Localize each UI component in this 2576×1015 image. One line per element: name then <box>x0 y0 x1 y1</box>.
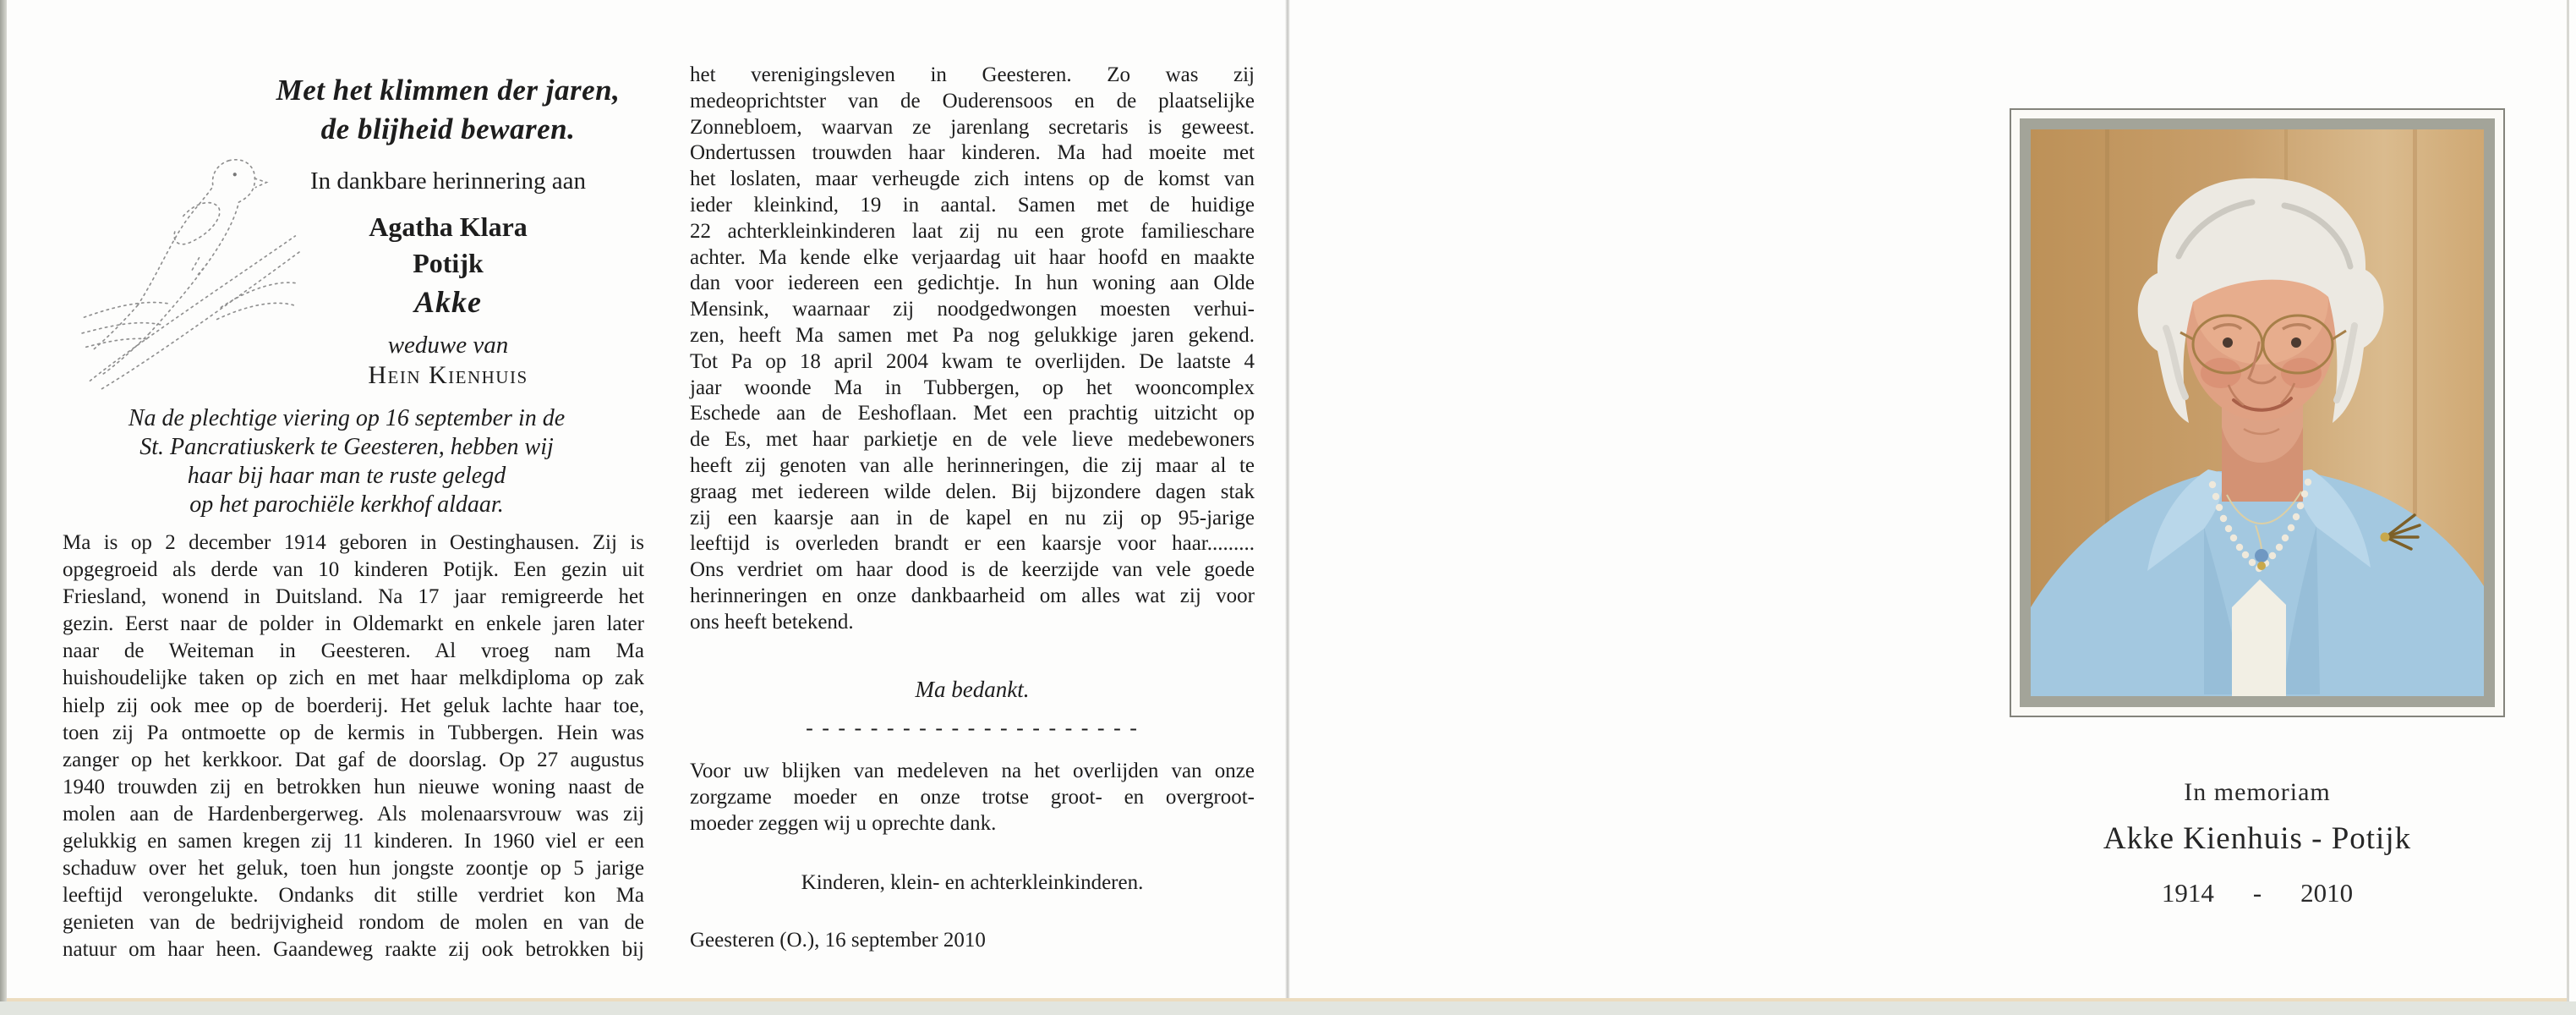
deceased-name-line-2: Potijk <box>413 248 484 278</box>
text-line: Voor uw blijken van medeleven na het overlijden van onze <box>690 760 1255 782</box>
text-line: zen, heeft Ma samen met Pa nog gelukkige jaren gekend. <box>690 323 1255 347</box>
text-line: naar de Weiteman in Geesteren. Al vroeg nam Ma <box>63 639 644 663</box>
memorial-name: Akke Kienhuis - Potijk <box>2103 821 2412 856</box>
text-line: schaduw over het geluk, toen hun jongste zoontje op 5 jarige <box>63 857 644 881</box>
text-line: Mensink, waarnaar zij noodgedwongen moesten verhui- <box>690 298 1255 321</box>
acknowledgement-paragraph <box>690 758 1255 837</box>
portrait-frame <box>2010 108 2505 717</box>
memorial-years <box>2004 878 2511 908</box>
deceased-nickname: Akke <box>414 285 482 319</box>
text-line: achter. Ma kende elke verjaardag uit haar hoofd en maakte <box>690 245 1255 269</box>
text-line: leeftijd verongelukte. Ondanks dit stille verdriet kon Ma <box>63 884 644 908</box>
service-line: haar bij haar man te ruste gelegd <box>187 463 506 489</box>
years-separator: - <box>2252 878 2262 908</box>
scan-edge-right <box>2567 0 2569 1001</box>
text-line: Zonnebloem, waarvan ze jarenlang secretaris is geweest. <box>690 115 1255 139</box>
text-line: graag met iedereen wilde delen. Bij bijzondere dagen stak <box>690 480 1255 503</box>
text-line: het loslaten, maar verheugde zich intens op de komst van <box>690 167 1255 191</box>
text-line: zij een kaarsje aan in de kapel en nu zij op 95-jarige <box>690 506 1255 529</box>
text-line: 1940 trouwden zij en betrokken hun nieuwe woning naast de <box>63 775 644 798</box>
text-line: heeft zij genoten van alle herinneringen, die zij maar al te <box>690 453 1255 477</box>
text-line: leeftijd is overleden brandt er een kaarsje voor haar......... <box>690 532 1255 556</box>
husband-name: Hein Kienhuis <box>368 361 528 389</box>
signature-line: Kinderen, klein- en achterkleinkinderen. <box>801 871 1144 894</box>
text-line: hielp zij ook mee op de boerderij. Het geluk lachte haar toe, <box>63 694 644 717</box>
text-line: jaar woonde Ma in Tubbergen, op het wooncomplex <box>690 376 1255 399</box>
text-line: gezin. Eerst naar de polder in Oldemarkt en enkele jaren later <box>63 612 644 636</box>
text-line: het verenigingsleven in Geesteren. Zo was zij <box>690 63 1255 86</box>
biography-column-left <box>63 529 644 964</box>
text-line: genieten van de bedrijvigheid rondom de molen en van de <box>63 911 644 935</box>
motto-line: de blijheid bewaren. <box>320 112 576 145</box>
text-line: Tot Pa op 18 april 2004 kwam te overlijden. De laatste 4 <box>690 349 1255 373</box>
text-line: opgegroeid als derde van 10 kinderen Potijk. Een gezin uit <box>63 558 644 582</box>
thanks-title: Ma bedankt. <box>915 677 1030 702</box>
page-fold-line <box>1285 0 1290 1001</box>
motto-line: Met het klimmen der jaren, <box>276 74 621 107</box>
death-year: 2010 <box>2300 878 2354 908</box>
widow-prefix: weduwe van <box>387 332 509 359</box>
text-line: Ons verdriet om haar dood is de keerzijde van vele goede <box>690 558 1255 582</box>
text-line: herinneringen en onze dankbaarheid om alles wat zij voor <box>690 584 1255 607</box>
motto <box>144 71 752 149</box>
text-line: moeder zeggen wij u oprechte dank. <box>690 812 997 835</box>
scan-edge-bottom <box>0 1001 2576 1015</box>
intro-line: In dankbare herinnering aan <box>309 167 587 195</box>
text-line: Ma is op 2 december 1914 geboren in Oestinghausen. Zij is <box>63 531 644 554</box>
text-line: 22 achterkleinkinderen laat zij nu een grote familieschare <box>690 219 1255 243</box>
text-line: zorgzame moeder en onze trotse groot- en overgroot- <box>690 786 1255 809</box>
text-line: natuur om haar heen. Gaandeweg raakte zij ook betrokken bij <box>63 938 644 962</box>
portrait-photo <box>2031 129 2484 696</box>
text-line: Friesland, wonend in Duitsland. Na 17 jaar remigreerde het <box>63 585 644 609</box>
service-line: St. Pancratiuskerk te Geesteren, hebben wij <box>139 434 554 460</box>
text-line: de Es, met haar parkietje en de vele lieve medebewoners <box>690 428 1255 452</box>
service-paragraph <box>59 404 634 519</box>
in-memoriam-label: In memoriam <box>2184 778 2331 806</box>
portrait-mat <box>2020 118 2495 707</box>
text-line: dan voor iedereen een gedichtje. In hun woning aan Olde <box>690 272 1255 295</box>
place-date-line: Geesteren (O.), 16 september 2010 <box>690 929 986 952</box>
deceased-name-line-1: Agatha Klara <box>369 211 528 242</box>
scan-edge-left <box>0 0 7 1015</box>
text-line: molen aan de Hardenbergerweg. Als molenaarsvrouw was zij <box>63 802 644 826</box>
text-line: ieder kleinkind, 19 in aantal. Samen met de huidige <box>690 193 1255 217</box>
text-line: toen zij Pa ontmoette op de kermis in Tubbergen. Hein was <box>63 721 644 744</box>
text-line: gelukkig en samen kregen zij 11 kinderen. In 1960 viel er een <box>63 830 644 853</box>
text-line: zanger op het kerkkoor. Dat gaf de doorslag. Op 27 augustus <box>63 748 644 771</box>
text-line: huishoudelijke taken op zich en met haar melkdiploma op zak <box>63 667 644 690</box>
biography-column-middle <box>690 63 1255 636</box>
service-line: op het parochiële kerkhof aldaar. <box>189 491 504 518</box>
dashed-divider: - - - - - - - - - - - - - - - - - - - - - <box>806 716 1139 740</box>
text-line: ons heeft betekend. <box>690 610 854 634</box>
service-line: Na de plechtige viering op 16 september in de <box>128 405 566 431</box>
text-line: Eschede aan de Eeshoflaan. Met een prachtig uitzicht op <box>690 402 1255 425</box>
text-line: medeoprichtster van de Ouderensoos en de plaatselijke <box>690 89 1255 112</box>
text-line: Ondertussen trouwden haar kinderen. Ma had moeite met <box>690 141 1255 165</box>
birth-year: 1914 <box>2161 878 2214 908</box>
